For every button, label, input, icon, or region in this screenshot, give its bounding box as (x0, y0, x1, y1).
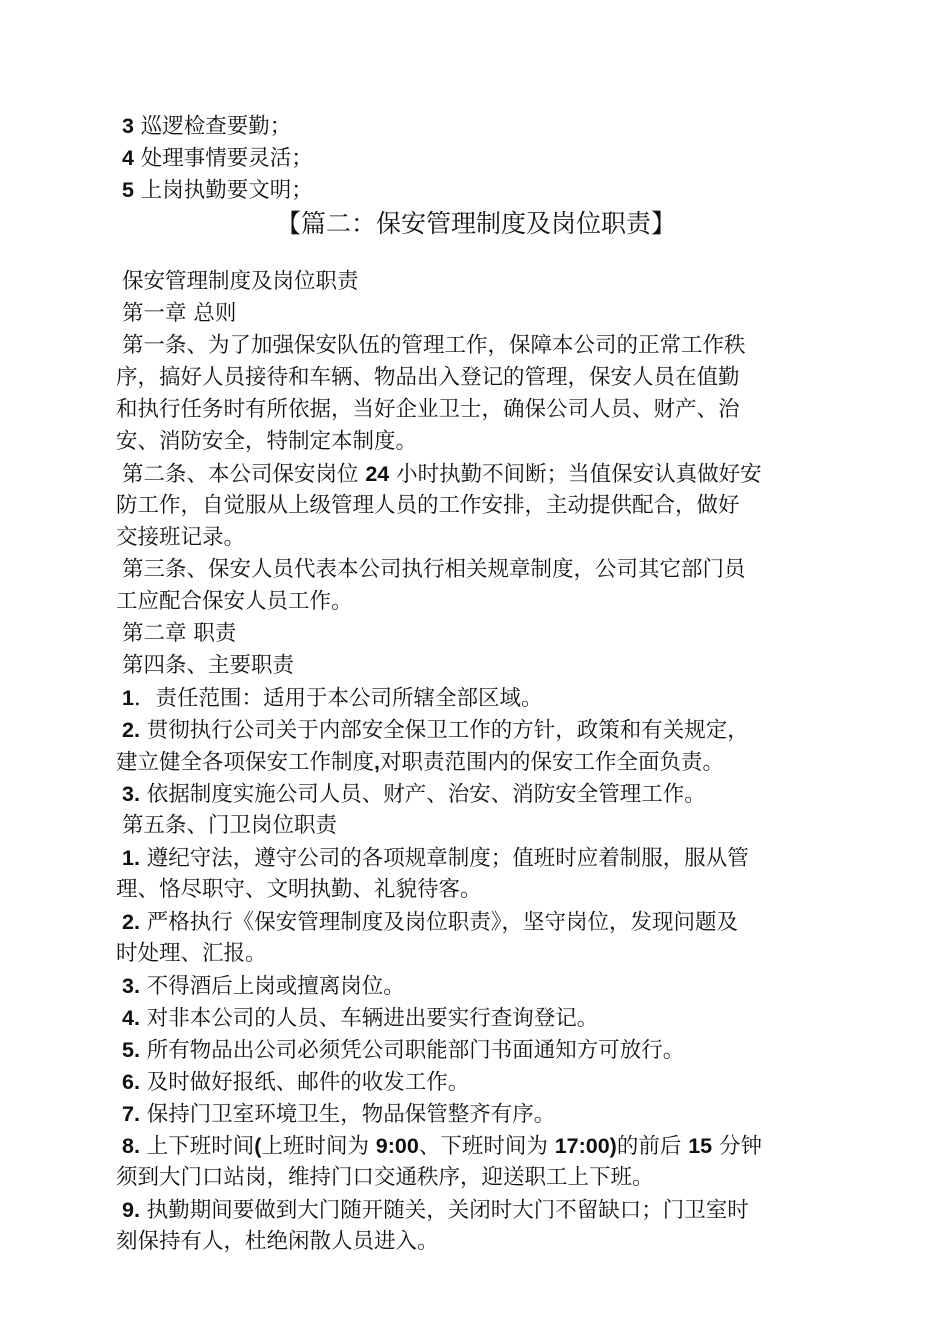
text-segment: 第一章 总则 (122, 301, 237, 326)
text-line (116, 266, 836, 298)
text-segment: ．责任范围：适用于本公司所辖全部区域。 (133, 686, 543, 711)
text-segment: 刻保持有人，杜绝闲散人员进入。 (116, 1229, 439, 1254)
text-segment: 第二章 职责 (122, 621, 237, 646)
text-line (116, 682, 836, 714)
text-segment: 第三条、保安人员代表本公司执行相关规章制度，公司其它部门员 (122, 557, 746, 582)
bold-number: 2. (122, 718, 140, 742)
bold-number: 9:00 (375, 1134, 419, 1158)
bold-number: 6. (122, 1070, 140, 1094)
text-line (116, 522, 836, 554)
text-line (116, 394, 836, 426)
text-line (116, 874, 836, 906)
bold-number: 3. (122, 974, 140, 998)
text-segment: 上班时间为 (261, 1134, 376, 1159)
text-segment: 时处理、汇报。 (116, 941, 267, 966)
text-segment: 上下班时间 (139, 1134, 255, 1159)
text-line (116, 330, 836, 362)
text-segment: 保安管理制度及岗位职责 (122, 269, 359, 294)
text-line (116, 1002, 836, 1034)
text-line (116, 618, 836, 650)
bold-number: 7. (122, 1102, 140, 1126)
text-segment: 执勤期间要做到大门随开随关，关闭时大门不留缺口；门卫室时 (139, 1198, 749, 1223)
text-segment: 小时执勤不间断；当值保安认真做好安 (389, 462, 762, 487)
bold-number: 4. (122, 1006, 140, 1030)
text-line (116, 906, 836, 938)
item-text: 处理事情要灵活； (133, 146, 313, 171)
text-segment: 和执行任务时有所依据，当好企业卫士，确保公司人员、财产、治 (116, 397, 740, 422)
text-line (116, 426, 836, 458)
text-segment: 第五条、门卫岗位职责 (122, 813, 338, 838)
text-segment: 第一条、为了加强保安队伍的管理工作，保障本公司的正常工作秩 (122, 333, 746, 358)
text-line (116, 970, 836, 1002)
bold-number: 1 (122, 686, 134, 710)
list-item (116, 174, 836, 206)
bold-number: 8. (122, 1134, 140, 1158)
text-segment: 遵纪守法，遵守公司的各项规章制度；值班时应着制服，服从管 (139, 846, 749, 871)
bold-number: 9. (122, 1198, 140, 1222)
text-segment: 分钟 (712, 1134, 762, 1159)
text-segment: 工应配合保安人员工作。 (116, 589, 353, 614)
item-number: 4 (122, 146, 134, 170)
text-line (116, 1066, 836, 1098)
text-line (116, 554, 836, 586)
text-segment: 理、恪尽职守、文明执勤、礼貌待客。 (116, 877, 482, 902)
text-line (116, 650, 836, 682)
item-number: 5 (122, 178, 134, 202)
text-segment: 保持门卫室环境卫生，物品保管整齐有序。 (139, 1102, 556, 1127)
text-segment: 所有物品出公司必须凭公司职能部门书面通知方可放行。 (139, 1038, 685, 1063)
bold-number: 17:00) (554, 1134, 617, 1158)
text-segment: 对职责范围内的保安工作全面负责。 (380, 750, 725, 775)
text-line (116, 1226, 836, 1258)
text-segment: 安、消防安全，特制定本制度。 (116, 429, 418, 454)
text-segment: 第四条、主要职责 (122, 653, 295, 678)
text-line (116, 842, 836, 874)
text-line (116, 1162, 836, 1194)
bold-number: ( (254, 1134, 262, 1158)
body-text (116, 266, 836, 1258)
text-line (116, 938, 836, 970)
text-segment: 不得酒后上岗或擅离岗位。 (139, 974, 405, 999)
text-line (116, 490, 836, 522)
text-line (116, 1034, 836, 1066)
bold-number: , (374, 750, 380, 774)
list-item (116, 110, 836, 142)
top-list (116, 110, 836, 206)
text-segment: 交接班记录。 (116, 525, 246, 550)
list-item (116, 142, 836, 174)
bold-number: 2. (122, 910, 140, 934)
text-line (116, 362, 836, 394)
text-segment: 、下班时间为 (418, 1134, 555, 1159)
text-segment: 依据制度实施公司人员、财产、治安、消防安全管理工作。 (139, 782, 706, 807)
item-text: 上岗执勤要文明； (133, 178, 313, 203)
text-line (116, 1098, 836, 1130)
text-segment: 建立健全各项保安工作制度 (116, 750, 375, 775)
text-line (116, 458, 836, 490)
text-segment: 防工作，自觉服从上级管理人员的工作安排，主动提供配合，做好 (116, 493, 740, 518)
item-text: 巡逻检查要勤； (133, 114, 292, 139)
section-heading: 【篇二：保安管理制度及岗位职责】 (275, 209, 676, 238)
bold-number: 3. (122, 782, 140, 806)
text-segment: 序，搞好人员接待和车辆、物品出入登记的管理，保安人员在值勤 (116, 365, 740, 390)
document-page (116, 110, 836, 1258)
text-line (116, 746, 836, 778)
bold-number: 1. (122, 846, 140, 870)
text-line (116, 778, 836, 810)
text-line (116, 1130, 836, 1162)
item-number: 3 (122, 114, 134, 138)
text-segment: 严格执行《保安管理制度及岗位职责》，坚守岗位，发现问题及 (139, 910, 739, 935)
text-line (116, 1194, 836, 1226)
text-line (116, 586, 836, 618)
text-segment: 贯彻执行公司关于内部安全保卫工作的方针，政策和有关规定， (139, 718, 749, 743)
text-segment: 须到大门口站岗，维持门口交通秩序，迎送职工上下班。 (116, 1165, 654, 1190)
bold-number: 24 (365, 462, 390, 486)
text-segment: 的前后 (616, 1134, 689, 1159)
text-line (116, 810, 836, 842)
bold-number: 15 (688, 1134, 713, 1158)
text-segment: 第二条、本公司保安岗位 (122, 462, 366, 487)
text-segment: 及时做好报纸、邮件的收发工作。 (139, 1070, 470, 1095)
text-segment: 对非本公司的人员、车辆进出要实行查询登记。 (139, 1006, 599, 1031)
text-line (116, 298, 836, 330)
bold-number: 5. (122, 1038, 140, 1062)
text-line (116, 714, 836, 746)
